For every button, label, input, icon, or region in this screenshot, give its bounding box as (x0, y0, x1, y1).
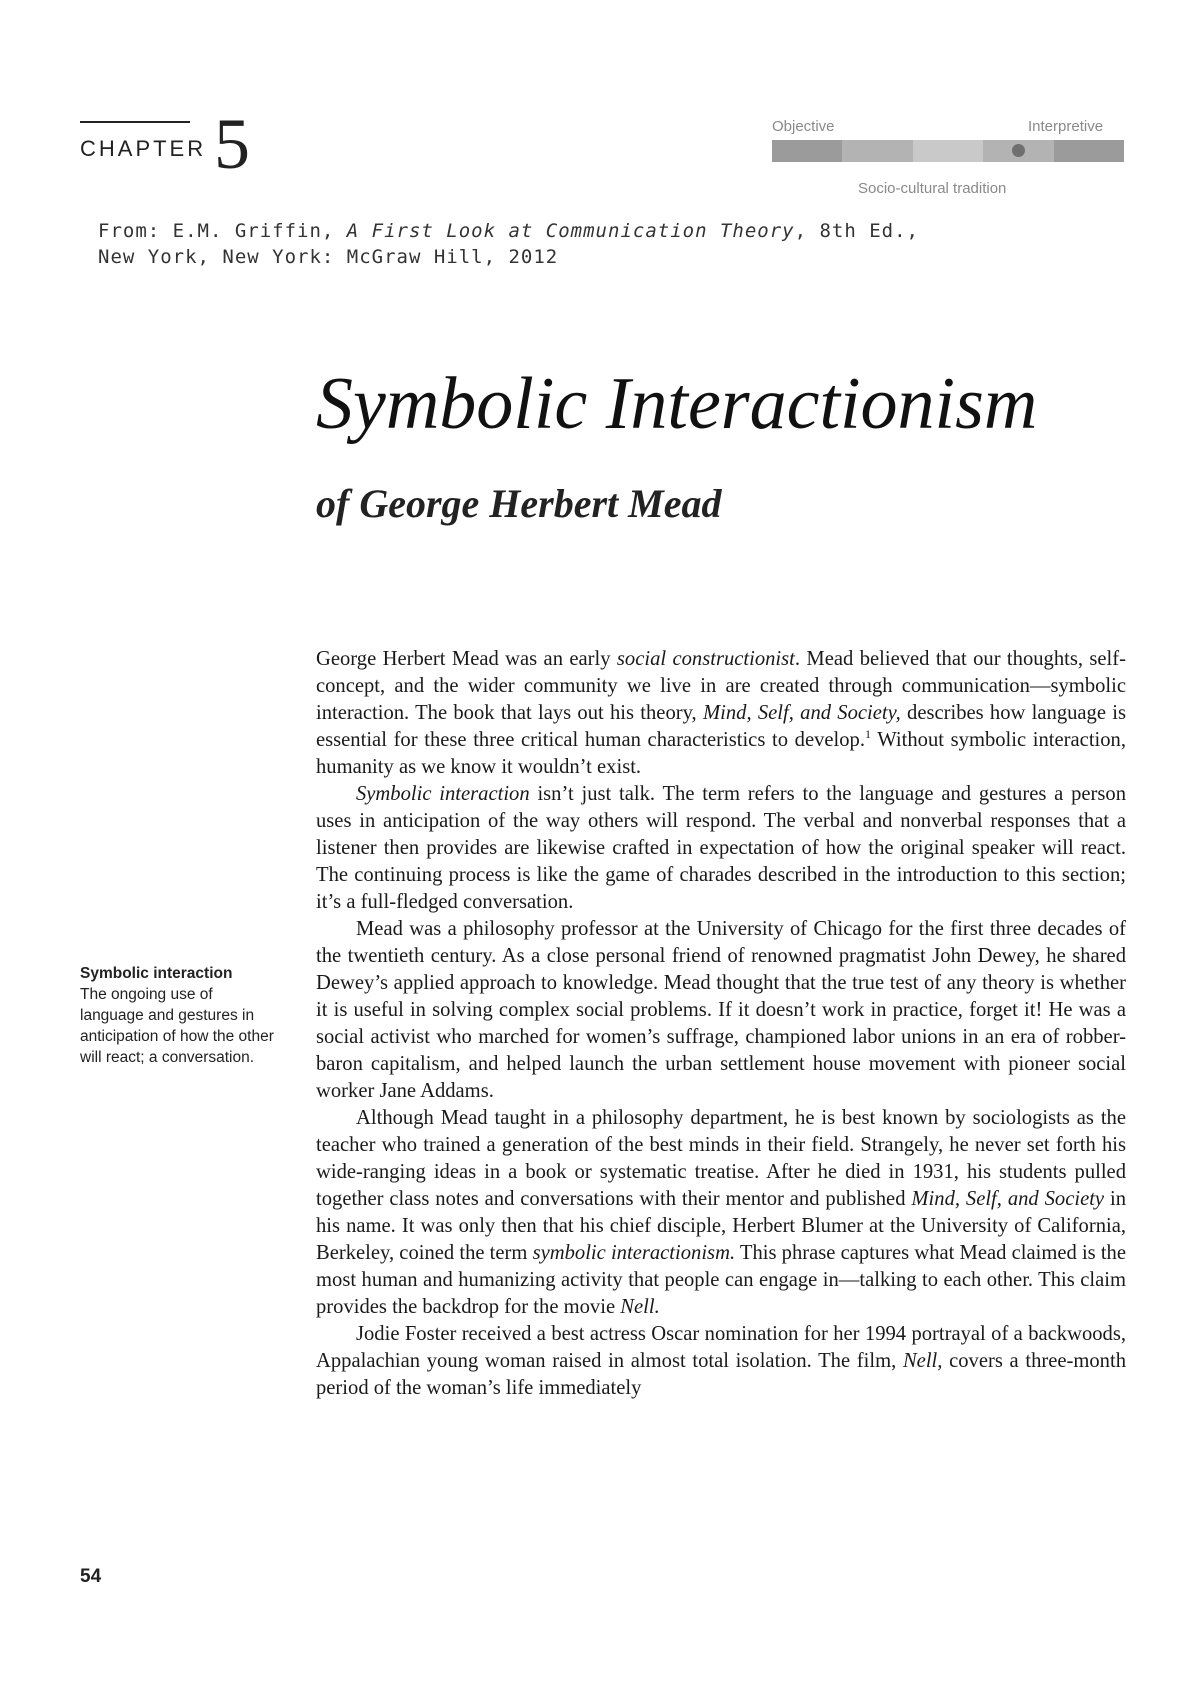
scale-segment (772, 140, 842, 162)
page-number: 54 (80, 1566, 102, 1587)
scale-left-label: Objective (772, 118, 835, 135)
page-title: Symbolic Interactionism (316, 363, 1038, 445)
chapter-number: 5 (214, 104, 250, 184)
tradition-marker-dot (1012, 144, 1025, 157)
scale-segment (1054, 140, 1124, 162)
tradition-scale-bar (772, 140, 1124, 162)
tradition-caption: Socio-cultural tradition (858, 180, 1007, 197)
text-run: Although Mead taught in a philosophy department, he is best known by sociologists as the teacher who trained a generation of the best minds in their field. Strangely, he never set forth his wide-ranging ideas in a book or systematic treatise. After he died in 1931, his students pulled together class notes and conversations with their mentor and published (316, 1107, 1126, 1210)
sidebar-definition (80, 963, 280, 1068)
source-line2: New York, New York: McGraw Hill, 2012 (98, 246, 559, 268)
page-subtitle: of George Herbert Mead (316, 481, 722, 526)
text-run: symbolic interactionism. (532, 1242, 736, 1264)
text-run: Mind, Self, and Society, (702, 702, 901, 724)
text-run: Nell, (902, 1350, 943, 1372)
text-run: Symbolic interaction (356, 783, 530, 805)
text-run: Mead was a philosophy professor at the University of Chicago for the first three decades of the twentieth century. As a close personal friend of renowned pragmatist John Dewey, he shared Dewey’s applied approach to knowledge. Mead thought that the true test of any theory is whether it is useful in solving complex social problems. If it doesn’t work in practice, forget it! He was a social activist who marched for women’s suffrage, championed labor unions in an era of robber-baron capitalism, and helped launch the urban settlement house movement with pioneer social worker Jane Addams. (316, 918, 1126, 1102)
scale-right-label: Interpretive (1028, 118, 1104, 135)
text-run: Nell. (620, 1296, 660, 1318)
body-paragraph (316, 1321, 1126, 1402)
sidebar-term: Symbolic interaction (80, 965, 233, 982)
source-citation (98, 218, 919, 270)
sidebar-definition-text: The ongoing use of language and gestures in anticipation of how the other will react; a conversation. (80, 986, 274, 1066)
source-book-title: A First Look at Communication Theory (346, 220, 795, 242)
text-run: in his name. It was only then that his chief disciple, Herbert Blumer at the University of California, Berkeley, coined the term (316, 1188, 1126, 1264)
chapter-label: CHAPTER (80, 136, 207, 161)
body-paragraph (316, 1105, 1126, 1321)
source-prefix: From: E.M. Griffin, (98, 220, 347, 242)
footnote-marker: 1 (865, 727, 872, 742)
scale-segment (842, 140, 912, 162)
source-suffix: , 8th Ed., (794, 220, 919, 242)
body-paragraph (316, 781, 1126, 916)
text-run: isn’t just talk. The term refers to the language and gestures a person uses in anticipation of the way others will respond. The verbal and nonverbal responses that a listener then provides are likewise crafted in expectation of how the original speaker will react. The continuing process is like the game of charades described in the introduction to this section; it’s a full-fledged conversation. (316, 783, 1126, 913)
body-paragraph (316, 646, 1126, 781)
text-run: describes how language is essential for these three critical human characteristics to develop. (316, 702, 1126, 751)
text-run: Mind, Self, and Society (911, 1188, 1105, 1210)
scale-segment (913, 140, 983, 162)
text-run: Jodie Foster received a best actress Oscar nomination for her 1994 portrayal of a backwoods, Appalachian young woman raised in almost total isolation. The film, (316, 1323, 1126, 1372)
text-run: Without symbolic interaction, humanity as we know it wouldn’t exist. (316, 729, 1126, 778)
body-text (316, 646, 1126, 1402)
text-run: social constructionist (616, 648, 795, 670)
text-run: George Herbert Mead was an early (316, 648, 617, 670)
chapter-rule (80, 121, 190, 123)
text-run: . Mead believed that our thoughts, self-concept, and the wider community we live in are created through communication—symbolic interaction. The book that lays out his theory, (316, 648, 1126, 724)
text-run: This phrase captures what Mead claimed is the most human and humanizing activity that people can engage in—talking to each other. This claim provides the backdrop for the movie (316, 1242, 1126, 1318)
text-run: covers a three-month period of the woman’s life immediately (316, 1350, 1126, 1399)
body-paragraph (316, 916, 1126, 1105)
